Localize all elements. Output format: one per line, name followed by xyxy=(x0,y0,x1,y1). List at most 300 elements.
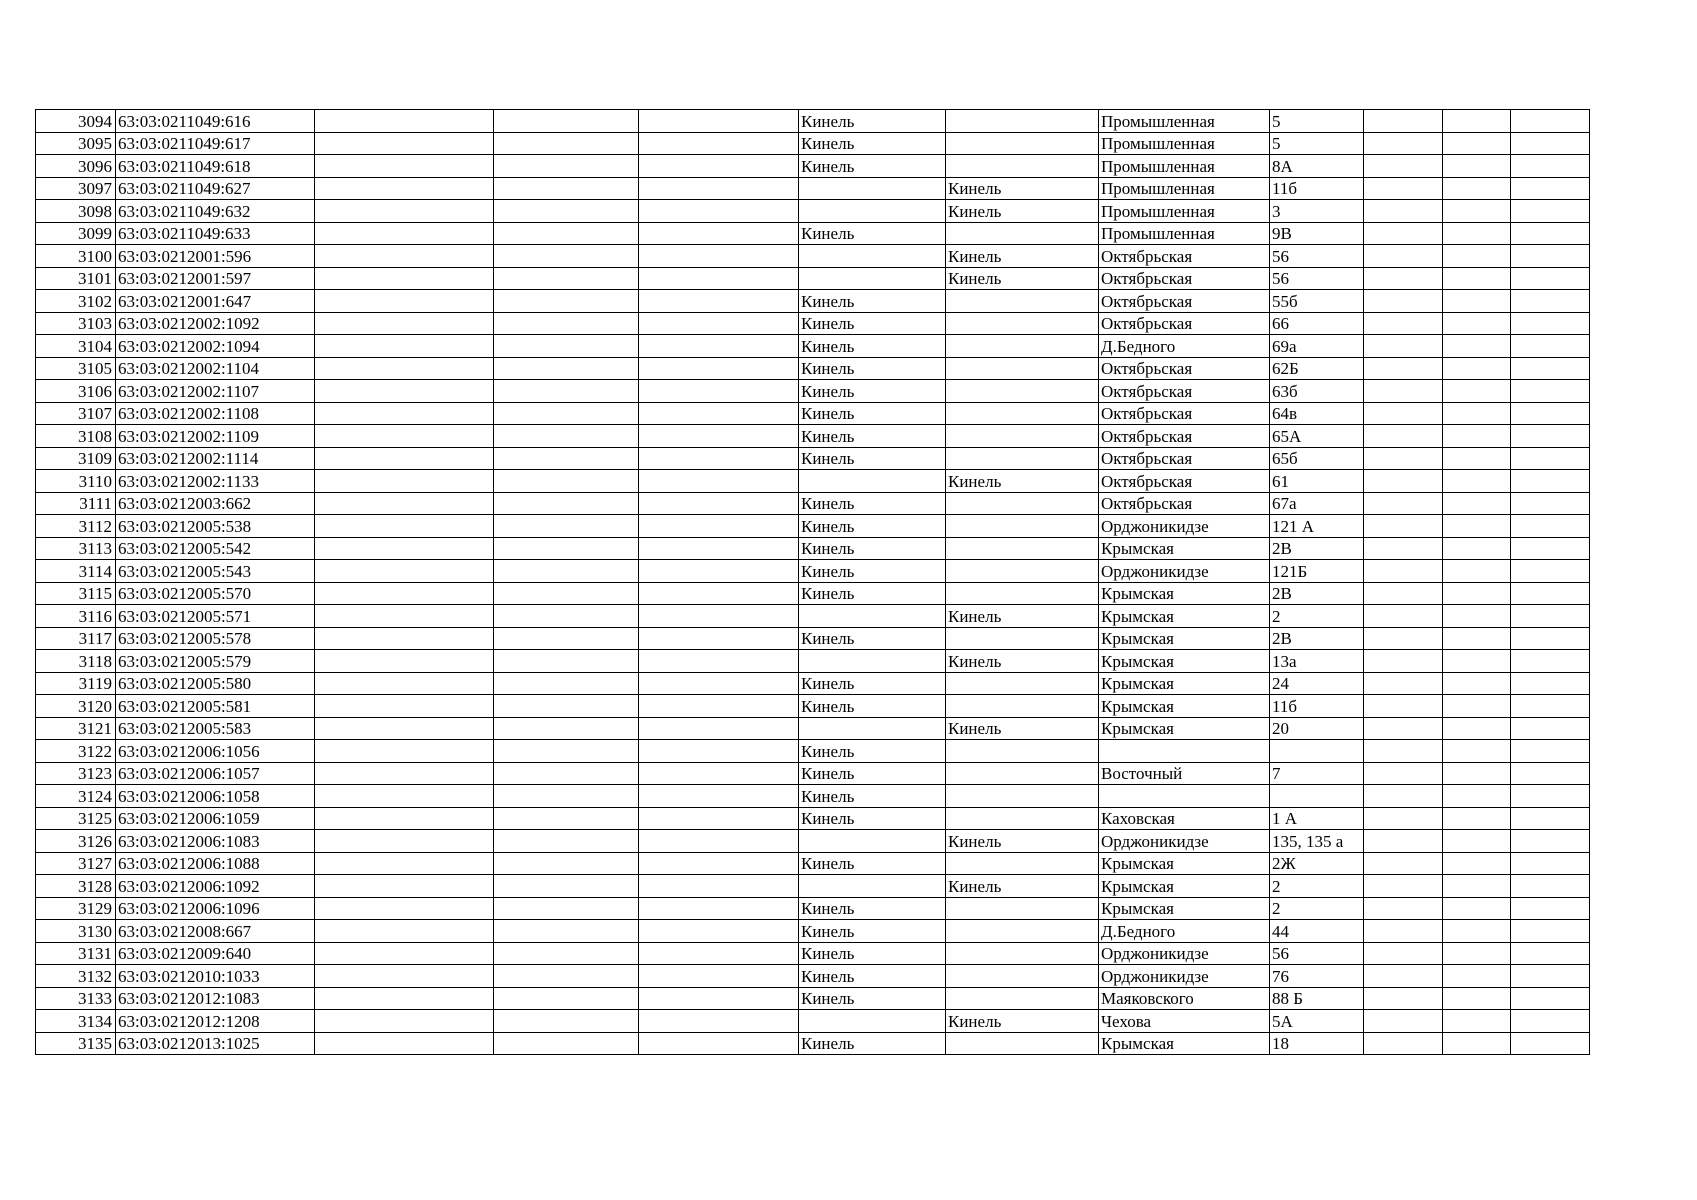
col-4 xyxy=(494,785,639,808)
col-11 xyxy=(1443,695,1511,718)
row-number: 3120 xyxy=(36,695,116,718)
locality-cell xyxy=(946,965,1099,988)
col-10 xyxy=(1364,1010,1443,1033)
city-cell: Кинель xyxy=(799,920,946,943)
locality-cell xyxy=(946,132,1099,155)
street-cell: Октябрьская xyxy=(1099,290,1270,313)
col-3 xyxy=(315,245,494,268)
row-number: 3135 xyxy=(36,1032,116,1055)
row-number: 3096 xyxy=(36,155,116,178)
house-number: 65б xyxy=(1270,447,1364,470)
street-cell: Крымская xyxy=(1099,605,1270,628)
col-11 xyxy=(1443,560,1511,583)
col-3 xyxy=(315,875,494,898)
city-cell: Кинель xyxy=(799,1032,946,1055)
table-row xyxy=(36,290,1590,313)
col-10 xyxy=(1364,987,1443,1010)
col-10 xyxy=(1364,852,1443,875)
street-cell: Крымская xyxy=(1099,650,1270,673)
city-cell: Кинель xyxy=(799,785,946,808)
col-10 xyxy=(1364,447,1443,470)
col-12 xyxy=(1511,335,1590,358)
row-number: 3106 xyxy=(36,380,116,403)
col-10 xyxy=(1364,132,1443,155)
col-12 xyxy=(1511,897,1590,920)
col-5 xyxy=(639,672,799,695)
col-5 xyxy=(639,897,799,920)
col-11 xyxy=(1443,177,1511,200)
col-10 xyxy=(1364,875,1443,898)
row-number: 3102 xyxy=(36,290,116,313)
col-10 xyxy=(1364,177,1443,200)
row-number: 3132 xyxy=(36,965,116,988)
table-row xyxy=(36,312,1590,335)
house-number: 121 А xyxy=(1270,515,1364,538)
cadastral-number: 63:03:0212006:1056 xyxy=(116,740,315,763)
city-cell: Кинель xyxy=(799,357,946,380)
city-cell: Кинель xyxy=(799,335,946,358)
col-5 xyxy=(639,380,799,403)
col-3 xyxy=(315,222,494,245)
col-12 xyxy=(1511,1032,1590,1055)
col-3 xyxy=(315,155,494,178)
col-12 xyxy=(1511,155,1590,178)
city-cell: Кинель xyxy=(799,965,946,988)
cadastral-number: 63:03:0211049:618 xyxy=(116,155,315,178)
col-3 xyxy=(315,380,494,403)
street-cell: Крымская xyxy=(1099,537,1270,560)
cadastral-number: 63:03:0212002:1104 xyxy=(116,357,315,380)
col-10 xyxy=(1364,357,1443,380)
house-number: 18 xyxy=(1270,1032,1364,1055)
col-12 xyxy=(1511,177,1590,200)
col-4 xyxy=(494,897,639,920)
col-11 xyxy=(1443,200,1511,223)
col-4 xyxy=(494,875,639,898)
city-cell: Кинель xyxy=(799,110,946,133)
col-5 xyxy=(639,132,799,155)
col-4 xyxy=(494,110,639,133)
col-5 xyxy=(639,762,799,785)
cadastral-number: 63:03:0211049:616 xyxy=(116,110,315,133)
col-10 xyxy=(1364,335,1443,358)
col-4 xyxy=(494,290,639,313)
col-3 xyxy=(315,537,494,560)
city-cell: Кинель xyxy=(799,447,946,470)
col-12 xyxy=(1511,987,1590,1010)
row-number: 3101 xyxy=(36,267,116,290)
col-3 xyxy=(315,335,494,358)
col-5 xyxy=(639,245,799,268)
table-row xyxy=(36,897,1590,920)
col-3 xyxy=(315,560,494,583)
col-5 xyxy=(639,560,799,583)
col-5 xyxy=(639,740,799,763)
street-cell: Орджоникидзе xyxy=(1099,560,1270,583)
table-row xyxy=(36,110,1590,133)
col-12 xyxy=(1511,695,1590,718)
city-cell: Кинель xyxy=(799,492,946,515)
col-3 xyxy=(315,762,494,785)
row-number: 3112 xyxy=(36,515,116,538)
col-4 xyxy=(494,740,639,763)
city-cell xyxy=(799,875,946,898)
col-11 xyxy=(1443,920,1511,943)
table-row xyxy=(36,245,1590,268)
col-10 xyxy=(1364,245,1443,268)
row-number: 3100 xyxy=(36,245,116,268)
street-cell: Промышленная xyxy=(1099,155,1270,178)
street-cell: Промышленная xyxy=(1099,200,1270,223)
street-cell: Крымская xyxy=(1099,717,1270,740)
city-cell xyxy=(799,1010,946,1033)
col-3 xyxy=(315,785,494,808)
col-4 xyxy=(494,492,639,515)
row-number: 3104 xyxy=(36,335,116,358)
col-5 xyxy=(639,695,799,718)
table-row xyxy=(36,695,1590,718)
cadastral-number: 63:03:0212005:571 xyxy=(116,605,315,628)
col-5 xyxy=(639,357,799,380)
table-row xyxy=(36,987,1590,1010)
col-4 xyxy=(494,200,639,223)
street-cell: Октябрьская xyxy=(1099,245,1270,268)
house-number: 3 xyxy=(1270,200,1364,223)
col-12 xyxy=(1511,1010,1590,1033)
locality-cell xyxy=(946,785,1099,808)
row-number: 3122 xyxy=(36,740,116,763)
col-3 xyxy=(315,1010,494,1033)
house-number: 5 xyxy=(1270,110,1364,133)
col-10 xyxy=(1364,1032,1443,1055)
house-number: 55б xyxy=(1270,290,1364,313)
street-cell: Крымская xyxy=(1099,672,1270,695)
col-12 xyxy=(1511,920,1590,943)
col-11 xyxy=(1443,740,1511,763)
row-number: 3095 xyxy=(36,132,116,155)
col-12 xyxy=(1511,717,1590,740)
table-row xyxy=(36,537,1590,560)
row-number: 3127 xyxy=(36,852,116,875)
col-4 xyxy=(494,402,639,425)
table-row xyxy=(36,1032,1590,1055)
house-number: 13а xyxy=(1270,650,1364,673)
street-cell: Промышленная xyxy=(1099,110,1270,133)
col-11 xyxy=(1443,650,1511,673)
col-5 xyxy=(639,110,799,133)
col-5 xyxy=(639,965,799,988)
col-4 xyxy=(494,560,639,583)
row-number: 3110 xyxy=(36,470,116,493)
col-4 xyxy=(494,762,639,785)
col-3 xyxy=(315,740,494,763)
col-4 xyxy=(494,267,639,290)
col-11 xyxy=(1443,852,1511,875)
col-12 xyxy=(1511,290,1590,313)
col-5 xyxy=(639,537,799,560)
locality-cell xyxy=(946,222,1099,245)
col-10 xyxy=(1364,267,1443,290)
street-cell: Крымская xyxy=(1099,582,1270,605)
house-number: 66 xyxy=(1270,312,1364,335)
house-number: 88 Б xyxy=(1270,987,1364,1010)
house-number: 2 xyxy=(1270,605,1364,628)
col-10 xyxy=(1364,200,1443,223)
col-5 xyxy=(639,470,799,493)
col-4 xyxy=(494,537,639,560)
col-4 xyxy=(494,605,639,628)
street-cell: Октябрьская xyxy=(1099,470,1270,493)
row-number: 3131 xyxy=(36,942,116,965)
row-number: 3133 xyxy=(36,987,116,1010)
col-12 xyxy=(1511,852,1590,875)
col-3 xyxy=(315,965,494,988)
locality-cell xyxy=(946,447,1099,470)
col-5 xyxy=(639,987,799,1010)
house-number: 7 xyxy=(1270,762,1364,785)
street-cell: Крымская xyxy=(1099,897,1270,920)
col-5 xyxy=(639,447,799,470)
col-12 xyxy=(1511,245,1590,268)
city-cell: Кинель xyxy=(799,695,946,718)
col-12 xyxy=(1511,492,1590,515)
cadastral-number: 63:03:0212006:1088 xyxy=(116,852,315,875)
locality-cell xyxy=(946,290,1099,313)
table-row xyxy=(36,1010,1590,1033)
locality-cell xyxy=(946,897,1099,920)
col-12 xyxy=(1511,830,1590,853)
col-3 xyxy=(315,942,494,965)
city-cell xyxy=(799,267,946,290)
row-number: 3113 xyxy=(36,537,116,560)
col-5 xyxy=(639,807,799,830)
row-number: 3123 xyxy=(36,762,116,785)
city-cell xyxy=(799,830,946,853)
house-number: 11б xyxy=(1270,695,1364,718)
locality-cell xyxy=(946,335,1099,358)
col-4 xyxy=(494,447,639,470)
col-12 xyxy=(1511,470,1590,493)
locality-cell: Кинель xyxy=(946,605,1099,628)
street-cell: Д.Бедного xyxy=(1099,335,1270,358)
city-cell: Кинель xyxy=(799,222,946,245)
col-10 xyxy=(1364,942,1443,965)
house-number: 20 xyxy=(1270,717,1364,740)
cadastral-table xyxy=(35,109,1590,1055)
col-4 xyxy=(494,425,639,448)
col-5 xyxy=(639,875,799,898)
col-10 xyxy=(1364,560,1443,583)
col-11 xyxy=(1443,807,1511,830)
col-3 xyxy=(315,447,494,470)
col-4 xyxy=(494,582,639,605)
city-cell xyxy=(799,200,946,223)
table-row xyxy=(36,222,1590,245)
city-cell: Кинель xyxy=(799,942,946,965)
row-number: 3128 xyxy=(36,875,116,898)
table-row xyxy=(36,492,1590,515)
street-cell: Крымская xyxy=(1099,852,1270,875)
col-5 xyxy=(639,830,799,853)
cadastral-number: 63:03:0212001:597 xyxy=(116,267,315,290)
col-12 xyxy=(1511,582,1590,605)
cadastral-number: 63:03:0212005:570 xyxy=(116,582,315,605)
col-12 xyxy=(1511,762,1590,785)
col-11 xyxy=(1443,155,1511,178)
row-number: 3116 xyxy=(36,605,116,628)
city-cell: Кинель xyxy=(799,402,946,425)
house-number: 56 xyxy=(1270,942,1364,965)
col-11 xyxy=(1443,245,1511,268)
locality-cell xyxy=(946,515,1099,538)
street-cell: Чехова xyxy=(1099,1010,1270,1033)
table-row xyxy=(36,762,1590,785)
col-12 xyxy=(1511,357,1590,380)
row-number: 3118 xyxy=(36,650,116,673)
row-number: 3111 xyxy=(36,492,116,515)
col-4 xyxy=(494,1010,639,1033)
col-10 xyxy=(1364,312,1443,335)
col-12 xyxy=(1511,267,1590,290)
col-12 xyxy=(1511,605,1590,628)
house-number: 63б xyxy=(1270,380,1364,403)
col-4 xyxy=(494,132,639,155)
col-3 xyxy=(315,717,494,740)
table-row xyxy=(36,447,1590,470)
street-cell: Октябрьская xyxy=(1099,380,1270,403)
col-10 xyxy=(1364,380,1443,403)
city-cell xyxy=(799,650,946,673)
locality-cell: Кинель xyxy=(946,717,1099,740)
street-cell: Орджоникидзе xyxy=(1099,965,1270,988)
col-11 xyxy=(1443,132,1511,155)
table-row xyxy=(36,965,1590,988)
locality-cell xyxy=(946,560,1099,583)
col-4 xyxy=(494,177,639,200)
col-3 xyxy=(315,492,494,515)
cadastral-number: 63:03:0212006:1083 xyxy=(116,830,315,853)
table-row xyxy=(36,357,1590,380)
cadastral-number: 63:03:0212002:1108 xyxy=(116,402,315,425)
street-cell: Промышленная xyxy=(1099,177,1270,200)
col-10 xyxy=(1364,605,1443,628)
street-cell: Д.Бедного xyxy=(1099,920,1270,943)
col-3 xyxy=(315,627,494,650)
street-cell: Октябрьская xyxy=(1099,267,1270,290)
col-12 xyxy=(1511,200,1590,223)
col-4 xyxy=(494,335,639,358)
locality-cell xyxy=(946,425,1099,448)
city-cell: Кинель xyxy=(799,807,946,830)
col-3 xyxy=(315,267,494,290)
cadastral-number: 63:03:0212008:667 xyxy=(116,920,315,943)
street-cell: Промышленная xyxy=(1099,222,1270,245)
col-4 xyxy=(494,987,639,1010)
col-3 xyxy=(315,470,494,493)
cadastral-number: 63:03:0212010:1033 xyxy=(116,965,315,988)
col-5 xyxy=(639,290,799,313)
col-11 xyxy=(1443,942,1511,965)
street-cell: Орджоникидзе xyxy=(1099,515,1270,538)
col-3 xyxy=(315,605,494,628)
col-3 xyxy=(315,312,494,335)
col-3 xyxy=(315,807,494,830)
street-cell: Октябрьская xyxy=(1099,357,1270,380)
table-row xyxy=(36,830,1590,853)
locality-cell: Кинель xyxy=(946,1010,1099,1033)
col-10 xyxy=(1364,582,1443,605)
col-11 xyxy=(1443,380,1511,403)
col-10 xyxy=(1364,492,1443,515)
table-row xyxy=(36,672,1590,695)
house-number: 5 xyxy=(1270,132,1364,155)
table-row xyxy=(36,380,1590,403)
row-number: 3108 xyxy=(36,425,116,448)
col-12 xyxy=(1511,740,1590,763)
locality-cell xyxy=(946,695,1099,718)
table-row xyxy=(36,177,1590,200)
locality-cell xyxy=(946,987,1099,1010)
row-number: 3121 xyxy=(36,717,116,740)
house-number: 64в xyxy=(1270,402,1364,425)
col-11 xyxy=(1443,987,1511,1010)
col-11 xyxy=(1443,875,1511,898)
house-number: 44 xyxy=(1270,920,1364,943)
locality-cell xyxy=(946,402,1099,425)
house-number: 2В xyxy=(1270,582,1364,605)
street-cell: Октябрьская xyxy=(1099,447,1270,470)
col-4 xyxy=(494,357,639,380)
col-5 xyxy=(639,785,799,808)
city-cell: Кинель xyxy=(799,380,946,403)
col-10 xyxy=(1364,537,1443,560)
col-4 xyxy=(494,942,639,965)
col-3 xyxy=(315,290,494,313)
house-number: 65А xyxy=(1270,425,1364,448)
cadastral-number: 63:03:0212006:1096 xyxy=(116,897,315,920)
house-number: 8А xyxy=(1270,155,1364,178)
cadastral-number: 63:03:0212002:1114 xyxy=(116,447,315,470)
house-number xyxy=(1270,740,1364,763)
city-cell xyxy=(799,245,946,268)
street-cell: Маяковского xyxy=(1099,987,1270,1010)
col-10 xyxy=(1364,740,1443,763)
col-10 xyxy=(1364,762,1443,785)
house-number: 11б xyxy=(1270,177,1364,200)
row-number: 3103 xyxy=(36,312,116,335)
locality-cell: Кинель xyxy=(946,470,1099,493)
col-10 xyxy=(1364,920,1443,943)
city-cell xyxy=(799,470,946,493)
col-10 xyxy=(1364,965,1443,988)
cadastral-number: 63:03:0212009:640 xyxy=(116,942,315,965)
col-11 xyxy=(1443,357,1511,380)
city-cell xyxy=(799,177,946,200)
cadastral-number: 63:03:0212006:1057 xyxy=(116,762,315,785)
locality-cell xyxy=(946,582,1099,605)
house-number: 121Б xyxy=(1270,560,1364,583)
col-11 xyxy=(1443,290,1511,313)
row-number: 3124 xyxy=(36,785,116,808)
col-10 xyxy=(1364,695,1443,718)
locality-cell: Кинель xyxy=(946,245,1099,268)
locality-cell xyxy=(946,942,1099,965)
col-4 xyxy=(494,1032,639,1055)
table-row xyxy=(36,605,1590,628)
col-3 xyxy=(315,897,494,920)
cadastral-number: 63:03:0212002:1133 xyxy=(116,470,315,493)
locality-cell: Кинель xyxy=(946,177,1099,200)
